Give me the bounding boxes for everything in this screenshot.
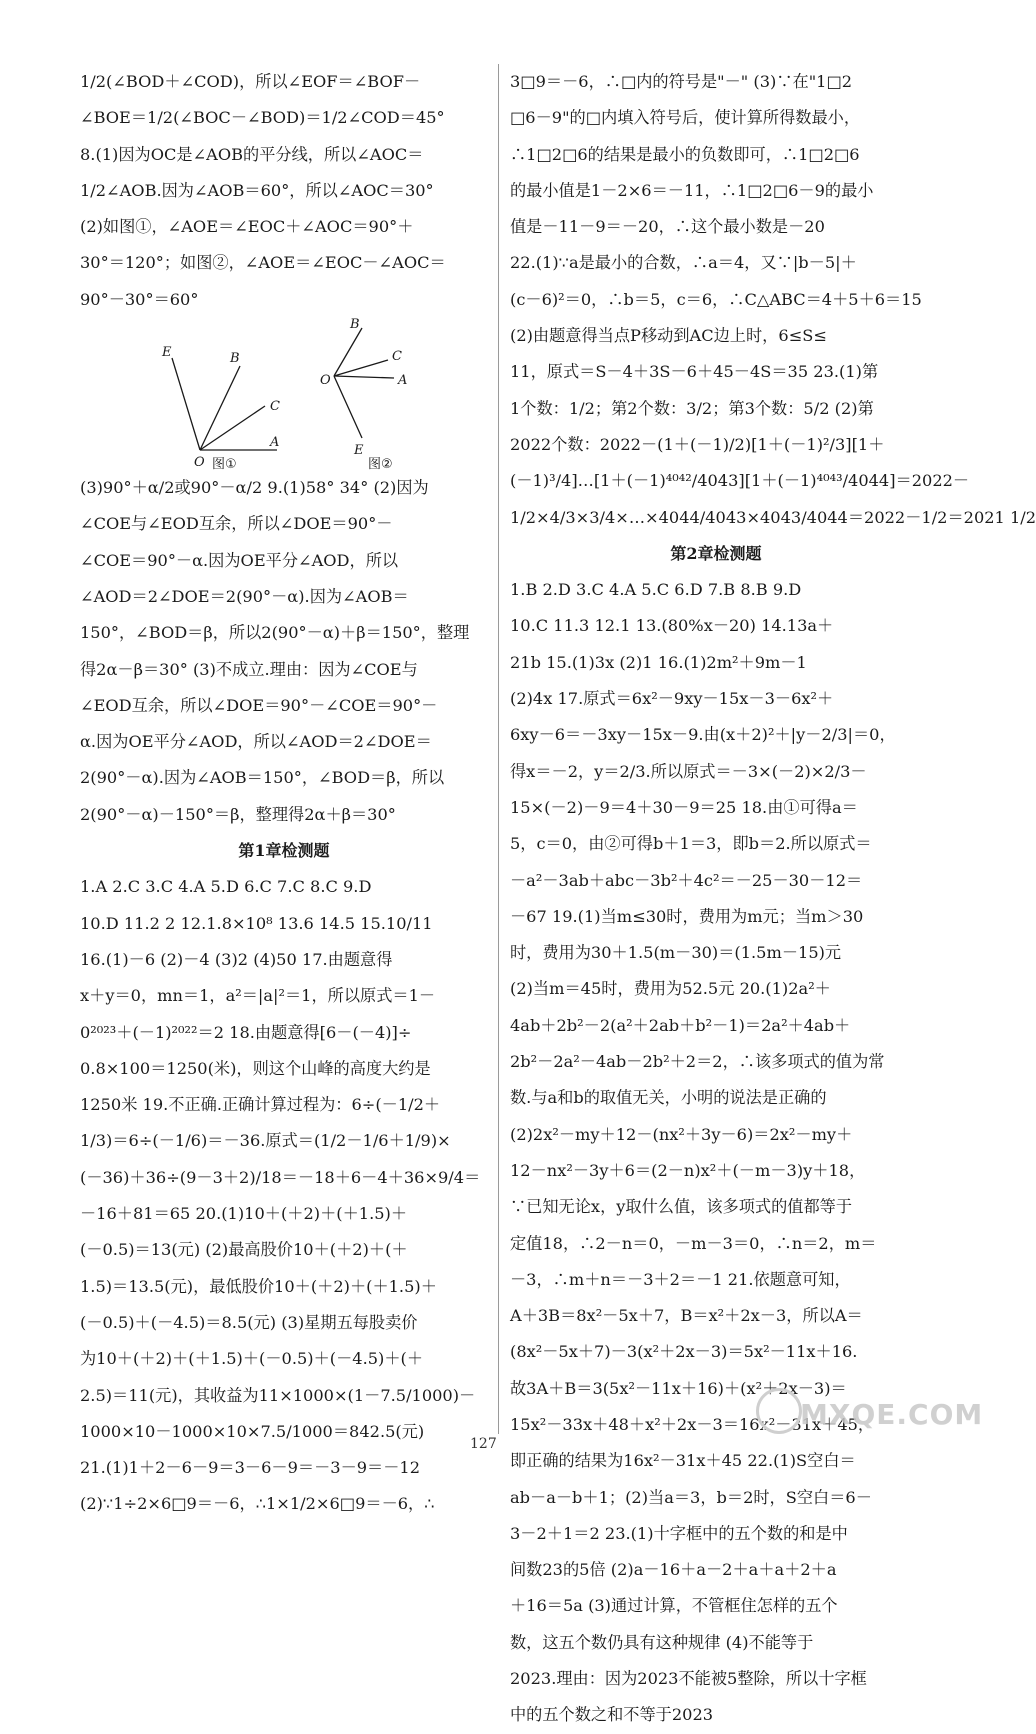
text-line: 10.C 11.3 12.1 13.(80%x－20) 14.13a＋ xyxy=(510,616,834,636)
text-line: －16＋81＝65 20.(1)10＋(＋2)＋(＋1.5)＋ xyxy=(80,1204,408,1224)
text-line: 15x²－33x＋48＋x²＋2x－3＝16x²－31x＋45， xyxy=(510,1414,875,1434)
text-line: 1.A 2.C 3.C 4.A 5.D 6.C 7.C 8.C 9.D xyxy=(80,877,372,897)
text-line: 11，原式＝S－4＋3S－6＋45－4S＝35 23.(1)第 xyxy=(510,362,879,382)
text-line: －3，∴m＋n＝－3＋2＝－1 21.依题意可知， xyxy=(510,1269,851,1289)
figure-1 xyxy=(161,345,280,473)
right-text-block-1 xyxy=(510,64,1036,536)
chapter-2-heading: 第2章检测题 xyxy=(670,543,762,563)
fig2-label-e: E xyxy=(354,443,364,459)
text-line: 6xy－6＝－3xy－15x－9.由(x＋2)²＋|y－2/3|＝0， xyxy=(510,725,896,745)
fig1-label-e: E xyxy=(162,345,172,361)
text-line: 2b²－2a²－4ab－2b²＋2＝2，∴该多项式的值为常 xyxy=(510,1052,885,1072)
text-line: 21b 15.(1)3x (2)1 16.(1)2m²＋9m－1 xyxy=(510,652,807,672)
text-line: ＋16＝5a (3)通过计算，不管框住怎样的五个 xyxy=(510,1596,838,1616)
text-line: 2(90°－α)－150°＝β，整理得2α＋β＝30° xyxy=(80,804,396,824)
text-line: 数.与a和b的取值无关，小明的说法是正确的 xyxy=(510,1088,827,1108)
text-line: (2)如图①，∠AOE＝∠EOC＋∠AOC＝90°＋ xyxy=(80,217,414,237)
text-line: 10.D 11.2 2 12.1.8×10⁸ 13.6 14.5 15.10/11 xyxy=(80,913,433,933)
left-column xyxy=(80,64,488,1523)
text-line: 1个数：1/2；第2个数：3/2；第3个数：5/2 (2)第 xyxy=(510,398,874,418)
fig2-label-c: C xyxy=(392,349,402,365)
left-text-block-2 xyxy=(80,470,488,833)
text-line: 即正确的结果为16x²－31x＋45 22.(1)S空白＝ xyxy=(510,1451,856,1471)
text-line: ∠AOD＝2∠DOE＝2(90°－α).因为∠AOB＝ xyxy=(80,586,409,606)
text-line: □6－9"的□内填入符号后，使计算所得数最小， xyxy=(510,108,861,128)
text-line: 1250米 19.不正确.正确计算过程为：6÷(－1/2＋ xyxy=(80,1095,441,1115)
text-line: (2)∵1÷2×6□9＝－6，∴1×1/2×6□9＝－6，∴ xyxy=(80,1494,435,1514)
page-number: 127 xyxy=(470,1436,497,1452)
text-line: 的最小值是1－2×6＝－11，∴1□2□6－9的最小 xyxy=(510,180,874,200)
text-line: 12－nx²－3y＋6＝(2－n)x²＋(－m－3)y＋18， xyxy=(510,1160,866,1180)
text-line: 1/3)＝6÷(－1/6)＝－36.原式＝(1/2－1/6＋1/9)× xyxy=(80,1131,451,1151)
text-line: 3－2＋1＝2 23.(1)十字框中的五个数的和是中 xyxy=(510,1523,848,1543)
text-line: ∠COE＝90°－α.因为OE平分∠AOD，所以 xyxy=(80,550,399,570)
fig1-label-c: C xyxy=(270,399,280,415)
text-line: ab－a－b＋1；(2)当a＝3，b＝2时，S空白＝6－ xyxy=(510,1487,872,1507)
column-divider xyxy=(498,64,499,1434)
text-line: 2023.理由：因为2023不能被5整除，所以十字框 xyxy=(510,1669,867,1689)
fig1-label-b: B xyxy=(230,351,240,367)
text-line: (c－6)²＝0，∴b＝5，c＝6，∴C△ABC＝4＋5＋6＝15 xyxy=(510,289,922,309)
text-line: A＋3B＝8x²－5x＋7，B＝x²＋2x－3，所以A＝ xyxy=(510,1306,863,1326)
text-line: 30°＝120°；如图②，∠AOE＝∠EOC－∠AOC＝ xyxy=(80,253,446,273)
angle-figures xyxy=(80,317,488,473)
fig2-label-o: O xyxy=(320,373,331,389)
text-line: 2022个数：2022－(1＋(－1)/2)[1＋(－1)²/3][1＋ xyxy=(510,434,885,454)
watermark-text: MXQE.COM xyxy=(800,1398,984,1431)
text-line: 1000×10－1000×10×7.5/1000＝842.5(元) xyxy=(80,1421,425,1441)
text-line: 150°，∠BOD＝β，所以2(90°－α)＋β＝150°，整理 xyxy=(80,623,470,643)
text-line: x＋y＝0，mn＝1，a²＝|a|²＝1，所以原式＝1－ xyxy=(80,986,436,1006)
text-line: 16.(1)－6 (2)－4 (3)2 (4)50 17.由题意得 xyxy=(80,949,393,969)
text-line: 3□9＝－6，∴□内的符号是"－" (3)∵在"1□2 xyxy=(510,72,853,91)
text-line: 90°－30°＝60° xyxy=(80,289,199,309)
text-line: 1/2∠AOB.因为∠AOB＝60°，所以∠AOC＝30° xyxy=(80,180,434,200)
text-line: (－0.5)＝13(元) (2)最高股价10＋(＋2)＋(＋ xyxy=(80,1240,408,1260)
text-line: －67 19.(1)当m≤30时，费用为m元；当m＞30 xyxy=(510,906,864,926)
text-line: 1.5)＝13.5(元)，最低股价10＋(＋2)＋(＋1.5)＋ xyxy=(80,1276,437,1296)
text-line: 中的五个数之和不等于2023 xyxy=(510,1705,714,1725)
right-text-block-2 xyxy=(510,572,922,1734)
text-line: 0²⁰²³＋(－1)²⁰²²＝2 18.由题意得[6－(－4)]÷ xyxy=(80,1022,412,1042)
text-line: 值是－11－9＝－20，∴这个最小数是－20 xyxy=(510,217,825,237)
text-line: (2)4x 17.原式＝6x²－9xy－15x－3－6x²＋ xyxy=(510,689,834,709)
fig1-label-o: O xyxy=(194,455,205,471)
text-line: (－36)＋36÷(9－3＋2)/18＝－18＋6－4＋36×9/4＝ xyxy=(80,1167,481,1187)
text-line: (2)2x²－my＋12－(nx²＋3y－6)＝2x²－my＋ xyxy=(510,1124,853,1144)
text-line: 5，c＝0，由②可得b＋1＝3，即b＝2.所以原式＝ xyxy=(510,834,872,854)
fig1-caption: 图① xyxy=(212,457,237,473)
text-line: 得x＝－2，y＝2/3.所以原式＝－3×(－2)×2/3－ xyxy=(510,761,867,781)
watermark-logo-icon xyxy=(756,1388,802,1434)
text-line: (－1)³/4]…[1＋(－1)⁴⁰⁴²/4043][1＋(－1)⁴⁰⁴³/4044]＝2022－ xyxy=(510,471,970,491)
left-text-block-3 xyxy=(80,869,488,1522)
left-text-block-1 xyxy=(80,64,488,318)
text-line: ∠EOD互余，所以∠DOE＝90°－∠COE＝90°－ xyxy=(80,695,438,715)
text-line: 得2α－β＝30° (3)不成立.理由：因为∠COE与 xyxy=(80,659,418,679)
site-watermark xyxy=(756,1372,994,1444)
text-line: 1/2(∠BOD＋∠COD)，所以∠EOF＝∠BOF－ xyxy=(80,72,421,91)
text-line: 为10＋(＋2)＋(＋1.5)＋(－0.5)＋(－4.5)＋(＋ xyxy=(80,1349,424,1369)
right-column xyxy=(510,64,1036,1734)
text-line: 故3A＋B＝3(5x²－11x＋16)＋(x²＋2x－3)＝ xyxy=(510,1378,847,1398)
text-line: α.因为OE平分∠AOD，所以∠AOD＝2∠DOE＝ xyxy=(80,732,432,752)
text-line: ∵已知无论x，y取什么值，该多项式的值都等于 xyxy=(510,1197,853,1217)
text-line: 定值18，∴2－n＝0，－m－3＝0，∴n＝2，m＝ xyxy=(510,1233,877,1253)
text-line: (2)由题意得当点P移动到AC边上时，6≤S≤ xyxy=(510,326,827,346)
text-line: 15×(－2)－9＝4＋30－9＝25 18.由①可得a＝ xyxy=(510,797,858,817)
text-line: 8.(1)因为OC是∠AOB的平分线，所以∠AOC＝ xyxy=(80,144,424,164)
fig2-caption: 图② xyxy=(368,457,393,473)
chapter-1-heading: 第1章检测题 xyxy=(238,841,330,861)
fig1-label-a: A xyxy=(270,435,280,451)
text-line: (8x²－5x＋7)－3(x²＋2x－3)＝5x²－11x＋16. xyxy=(510,1342,858,1362)
text-line: (3)90°＋α/2或90°－α/2 9.(1)58° 34° (2)因为 xyxy=(80,478,429,498)
fig2-label-b: B xyxy=(350,317,360,333)
text-line: 数，这五个数仍具有这种规律 (4)不能等于 xyxy=(510,1632,814,1652)
text-line: (2)当m＝45时，费用为52.5元 20.(1)2a²＋ xyxy=(510,979,831,999)
text-line: 1.B 2.D 3.C 4.A 5.C 6.D 7.B 8.B 9.D xyxy=(510,580,802,600)
text-line: 4ab＋2b²－2(a²＋2ab＋b²－1)＝2a²＋4ab＋ xyxy=(510,1015,851,1035)
text-line: 0.8×100＝1250(米)，则这个山峰的高度大约是 xyxy=(80,1058,431,1078)
fig2-label-a: A xyxy=(398,373,408,389)
text-line: 1/2×4/3×3/4×…×4044/4043×4043/4044＝2022－1/2＝2021 1/2 xyxy=(510,507,1036,527)
text-line: ∠COE与∠EOD互余，所以∠DOE＝90°－ xyxy=(80,514,393,534)
text-line: (－0.5)＋(－4.5)＝8.5(元) (3)星期五每股卖价 xyxy=(80,1312,418,1332)
text-line: 间数23的5倍 (2)a－16＋a－2＋a＋a＋2＋a xyxy=(510,1560,837,1580)
text-line: 2(90°－α).因为∠AOB＝150°，∠BOD＝β，所以 xyxy=(80,768,445,788)
text-line: ∠BOE＝1/2(∠BOC－∠BOD)＝1/2∠COD＝45° xyxy=(80,108,445,128)
figure-2 xyxy=(320,317,407,458)
text-line: 时，费用为30＋1.5(m－30)＝(1.5m－15)元 xyxy=(510,943,842,963)
text-line: 21.(1)1＋2－6－9＝3－6－9＝－3－9＝－12 xyxy=(80,1458,421,1478)
text-line: －a²－3ab＋abc－3b²＋4c²＝－25－30－12＝ xyxy=(510,870,863,890)
text-line: 2.5)＝11(元)，其收益为11×1000×(1－7.5/1000)－ xyxy=(80,1385,476,1405)
text-line: 22.(1)∵a是最小的合数，∴a＝4，又∵|b－5|＋ xyxy=(510,253,857,273)
text-line: ∴1□2□6的结果是最小的负数即可，∴1□2□6 xyxy=(510,144,860,164)
